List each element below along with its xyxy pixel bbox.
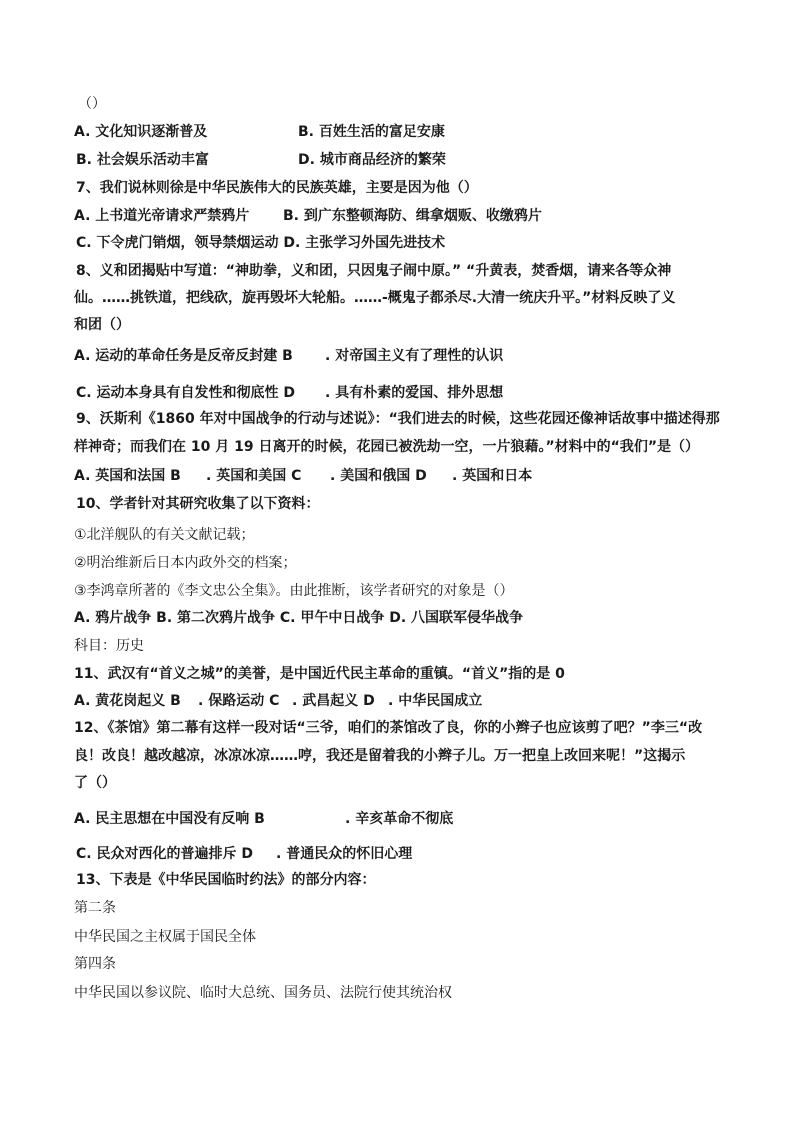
q10-material-3: ③李鸿章所著的《李文忠公全集》。由此推断，该学者研究的对象是（） [74,583,514,599]
q8-option-b: . 对帝国主义有了理性的认识 [325,348,504,364]
q10-material-2: ②明治维新后日本内政外交的档案； [74,555,297,571]
q7-option-a: A. 上书道光帝请求严禁鸦片 [74,208,250,224]
q6-tail: （） [78,96,106,112]
q11-option-d: . 中华民国成立 [388,693,483,709]
q7-stem: 7、我们说林则徐是中华民族伟大的民族英雄，主要是因为他（） [76,180,478,196]
q13-article2-title: 第二条 [74,900,116,916]
q9-stem-line1: 9、沃斯利《1860 年对中国战争的行动与述说》：“我们进去的时候，这些花园还像神话故事中描述得那 [76,411,720,427]
q9-option-b: . 英国和美国 C [206,468,302,484]
q9-stem-line2: 样神奇；而我们在 10 月 19 日离开的时候，花园已被洗劫一空，一片狼藉。”材料中的“我们”是（） [74,439,700,455]
q6-option-a: A. 文化知识逐渐普及 [74,124,208,140]
q12-option-c: C. 民众对西化的普遍排斥 D [76,846,253,862]
q9-option-d: . 英国和日本 [452,468,533,484]
q12-option-b: . 辛亥革命不彻底 [345,811,454,827]
q10-stem: 10、学者针对其研究收集了以下资料： [76,496,320,512]
q6-option-d: D. 城市商品经济的繁荣 [298,152,446,168]
q13-article2-text: 中华民国之主权属于国民全体 [74,929,256,945]
subject-label: 科目：历史 [74,638,144,654]
q9-option-a: A. 英国和法国 B [74,468,181,484]
q13-article4-text: 中华民国以参议院、临时大总统、国务员、法院行使其统治权 [74,985,452,1001]
q8-option-a: A. 运动的革命任务是反帝反封建 B [74,348,293,364]
q8-stem-line3: 和团（） [74,317,130,333]
q7-option-b: B. 到广东整顿海防、缉拿烟贩、收缴鸦片 [283,208,542,224]
q11-option-c: . 武昌起义 D [292,693,375,709]
q10-material-1: ①北洋舰队的有关文献记载； [74,527,255,543]
q12-stem-line1: 12、《茶馆》第二幕有这样一段对话“三爷，咱们的茶馆改了良，你的小辫子也应该剪了吧？”李三“改 [74,720,703,736]
q11-option-b: . 保路运动 C [198,693,280,709]
q11-stem: 11、武汉有“首义之城”的美誉，是中国近代民主革命的重镇。“首义”指的是 0 [74,666,565,682]
q13-stem: 13、下表是《中华民国临时约法》的部分内容： [76,872,376,888]
q6-option-c: B. 社会娱乐活动丰富 [76,152,209,168]
q8-option-d: . 具有朴素的爱国、排外思想 [325,385,504,401]
q8-option-c: C. 运动本身具有自发性和彻底性 D [76,385,295,401]
q12-stem-line2: 良！改良！越改越凉，冰凉冰凉……哼，我还是留着我的小辫子儿。万一把皇上改回来呢！”这揭示 [74,748,686,764]
q8-stem-line2: 仙。……挑铁道，把线砍，旋再毁坏大轮船。……-概鬼子都杀尽.大清一统庆升平。”材料反映了义 [74,290,676,306]
q13-article4-title: 第四条 [74,956,116,972]
q12-stem-line3: 了（） [74,775,116,791]
q7-option-cd: C. 下令虎门销烟，领导禁烟运动 D. 主张学习外国先进技术 [76,235,446,251]
q9-option-c: . 美国和俄国 D [330,468,427,484]
q12-option-a: A. 民主思想在中国没有反响 B [74,811,265,827]
q12-option-d: . 普通民众的怀旧心理 [276,846,413,862]
q8-stem-line1: 8、义和团揭贴中写道：“神助拳，义和团，只因鬼子闹中原。” “升黄表，焚香烟，请来各等众神 [76,263,672,279]
q10-options: A. 鸦片战争 B. 第二次鸦片战争 C. 甲午中日战争 D. 八国联军侵华战争 [74,610,524,626]
q11-option-a: A. 黄花岗起义 B [74,693,181,709]
q6-option-b: B. 百姓生活的富足安康 [298,124,445,140]
